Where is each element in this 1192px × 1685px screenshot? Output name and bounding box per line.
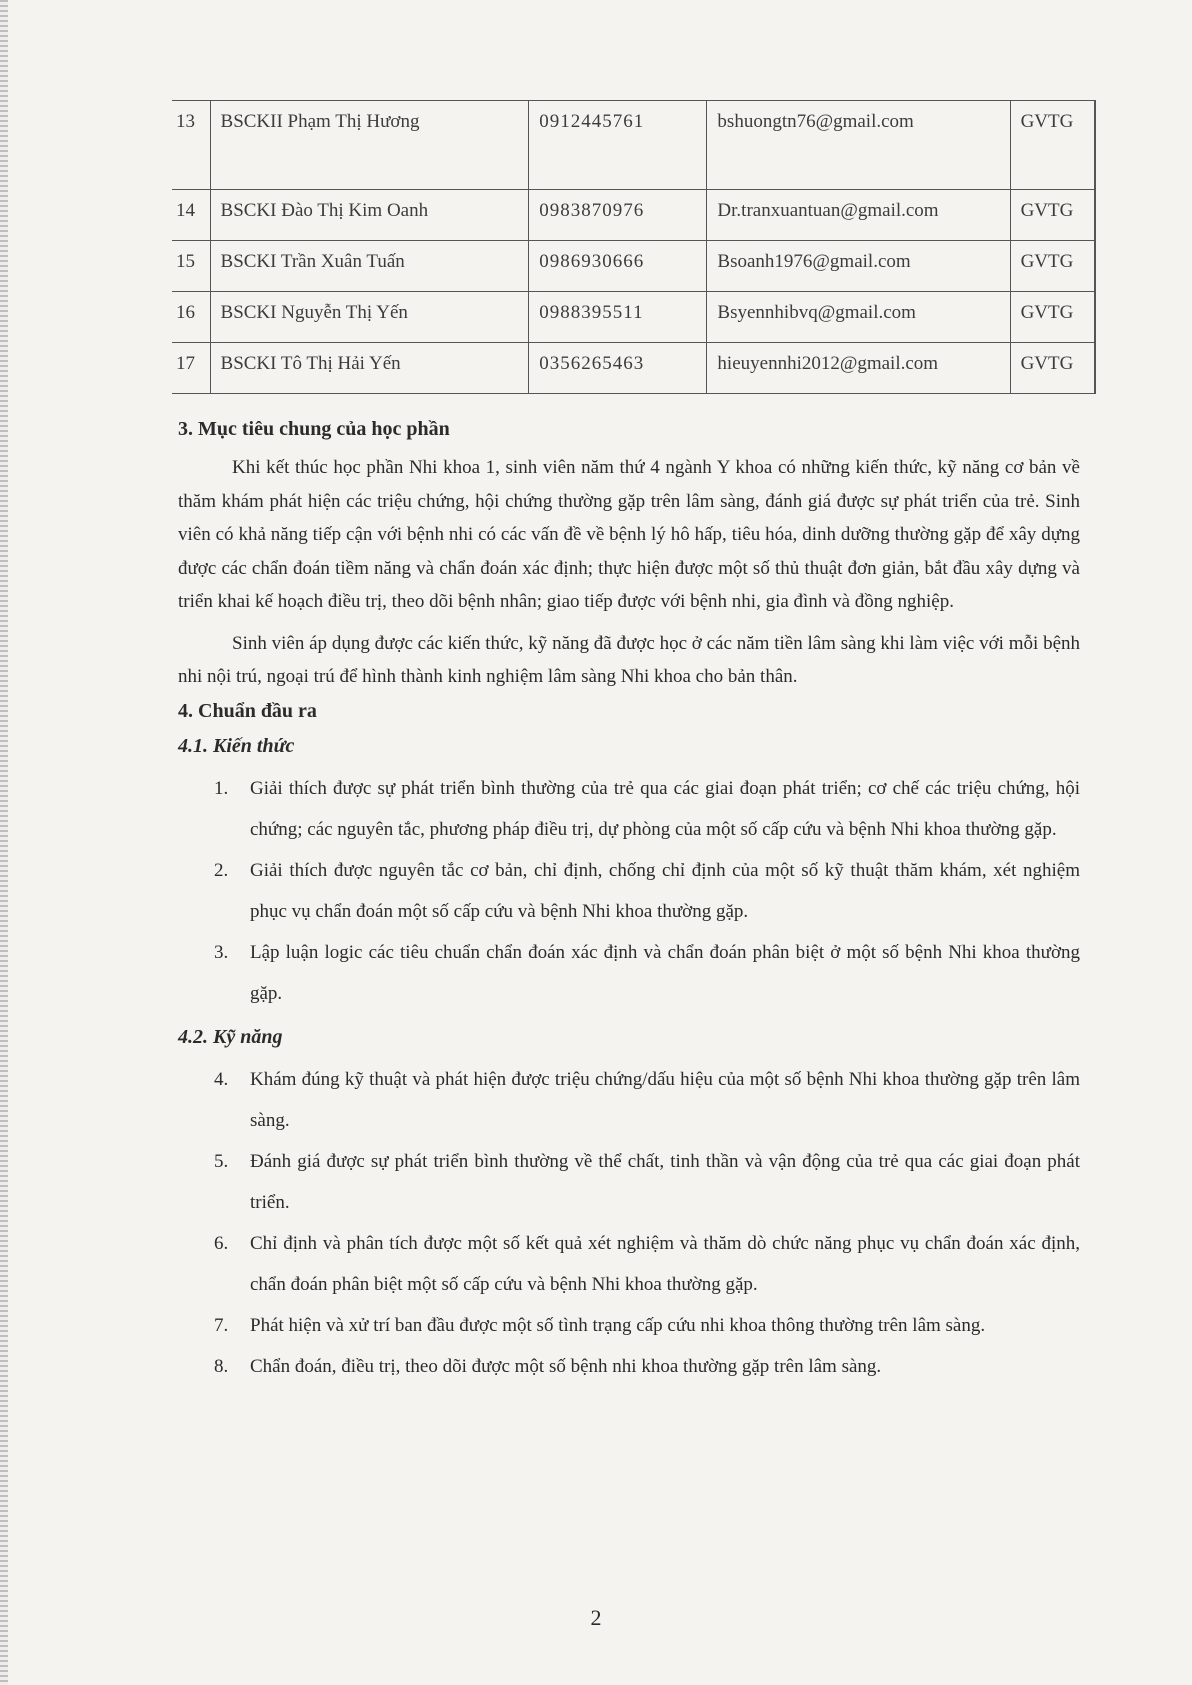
item-text: Giải thích được sự phát triển bình thường của trẻ qua các giai đoạn phát triển; cơ chế các triệu chứng, hội chứng; các nguyên tắc, phương pháp điều trị, dự phòng của một số cấp cứu và bệnh Nhi khoa thường gặp. [250, 777, 1080, 840]
list-item [178, 1346, 1080, 1387]
row-number: 13 [172, 101, 210, 190]
skills-heading: 4.2. Kỹ năng [178, 1025, 283, 1048]
item-text: Giải thích được nguyên tắc cơ bản, chỉ định, chống chỉ định của một số kỹ thuật thăm khám, xét nghiệm phục vụ chẩn đoán một số cấp cứu và bệnh Nhi khoa thường gặp. [250, 859, 1080, 922]
knowledge-outcomes-list [178, 768, 1080, 1014]
list-item [178, 1059, 1080, 1141]
item-text: Khám đúng kỹ thuật và phát hiện được triệu chứng/dấu hiệu của một số bệnh Nhi khoa thường gặp trên lâm sàng. [250, 1068, 1080, 1131]
staff-email: bshuongtn76@gmail.com [707, 101, 1010, 190]
scan-edge-artifact [0, 0, 8, 1685]
list-item [178, 1141, 1080, 1223]
table-row [172, 292, 1095, 343]
list-item [178, 850, 1080, 932]
staff-phone: 0988395511 [529, 292, 707, 343]
table-row [172, 190, 1095, 241]
staff-role: GVTG [1010, 241, 1095, 292]
staff-role: GVTG [1010, 190, 1095, 241]
staff-email: Bsoanh1976@gmail.com [707, 241, 1010, 292]
application-paragraph: Sinh viên áp dụng được các kiến thức, kỹ năng đã được học ở các năm tiền lâm sàng khi làm việc với mỗi bệnh nhi nội trú, ngoại trú để hình thành kinh nghiệm lâm sàng Nhi khoa cho bản thân. [178, 632, 1080, 687]
staff-role: GVTG [1010, 101, 1095, 190]
skills-outcomes-list [178, 1059, 1080, 1387]
knowledge-heading: 4.1. Kiến thức [178, 734, 295, 757]
staff-role: GVTG [1010, 292, 1095, 343]
list-item [178, 768, 1080, 850]
item-number: 8. [214, 1355, 229, 1377]
item-number: 3. [214, 941, 229, 963]
staff-table [172, 100, 1096, 394]
item-text: Chỉ định và phân tích được một số kết quả xét nghiệm và thăm dò chức năng phục vụ chẩn đoán xác định, chẩn đoán phân biệt một số cấp cứu và bệnh Nhi khoa thường gặp. [250, 1232, 1080, 1295]
item-text: Đánh giá được sự phát triển bình thường về thể chất, tinh thần và vận động của trẻ qua các giai đoạn phát triển. [250, 1150, 1080, 1213]
list-item [178, 1305, 1080, 1346]
staff-name: BSCKII Phạm Thị Hương [210, 101, 529, 190]
staff-email: Bsyennhibvq@gmail.com [707, 292, 1010, 343]
item-number: 7. [214, 1314, 229, 1336]
row-number: 17 [172, 343, 210, 394]
staff-phone: 0983870976 [529, 190, 707, 241]
item-number: 5. [214, 1150, 229, 1172]
item-number: 6. [214, 1232, 229, 1254]
staff-name: BSCKI Đào Thị Kim Oanh [210, 190, 529, 241]
table-row [172, 101, 1095, 190]
page-number: 2 [590, 1605, 602, 1630]
staff-phone: 0356265463 [529, 343, 707, 394]
item-number: 1. [214, 777, 229, 799]
staff-email: hieuyennhi2012@gmail.com [707, 343, 1010, 394]
item-number: 2. [214, 859, 229, 881]
staff-email: Dr.tranxuantuan@gmail.com [707, 190, 1010, 241]
item-text: Phát hiện và xử trí ban đầu được một số tình trạng cấp cứu nhi khoa thông thường trên lâm sàng. [250, 1314, 986, 1336]
list-item [178, 932, 1080, 1014]
staff-phone: 0912445761 [529, 101, 707, 190]
staff-role: GVTG [1010, 343, 1095, 394]
section-4-heading: 4. Chuẩn đầu ra [178, 699, 317, 722]
row-number: 16 [172, 292, 210, 343]
row-number: 14 [172, 190, 210, 241]
item-text: Lập luận logic các tiêu chuẩn chẩn đoán xác định và chẩn đoán phân biệt ở một số bệnh Nhi khoa thường gặp. [250, 941, 1080, 1004]
section-3-heading: 3. Mục tiêu chung của học phần [178, 418, 450, 440]
staff-name: BSCKI Nguyễn Thị Yến [210, 292, 529, 343]
staff-name: BSCKI Trần Xuân Tuấn [210, 241, 529, 292]
document-page [178, 100, 1080, 1387]
item-number: 4. [214, 1068, 229, 1090]
general-objective-paragraph: Khi kết thúc học phần Nhi khoa 1, sinh viên năm thứ 4 ngành Y khoa có những kiến thức, kỹ năng cơ bản về thăm khám phát hiện các triệu chứng, hội chứng thường gặp trên lâm sàng, đánh giá được sự phát triển của trẻ. Sinh viên có khả năng tiếp cận với bệnh nhi có các vấn đề về bệnh lý hô hấp, tiêu hóa, dinh dưỡng thường gặp để xây dựng được các chẩn đoán tiềm năng và chẩn đoán xác định; thực hiện được một số thủ thuật đơn giản, bắt đầu xây dựng và triển khai kế hoạch điều trị, theo dõi bệnh nhân; giao tiếp được với bệnh nhi, gia đình và đồng nghiệp. [178, 457, 1080, 612]
table-row [172, 343, 1095, 394]
table-row [172, 241, 1095, 292]
staff-phone: 0986930666 [529, 241, 707, 292]
list-item [178, 1223, 1080, 1305]
staff-name: BSCKI Tô Thị Hải Yến [210, 343, 529, 394]
row-number: 15 [172, 241, 210, 292]
item-text: Chẩn đoán, điều trị, theo dõi được một số bệnh nhi khoa thường gặp trên lâm sàng. [250, 1355, 882, 1377]
